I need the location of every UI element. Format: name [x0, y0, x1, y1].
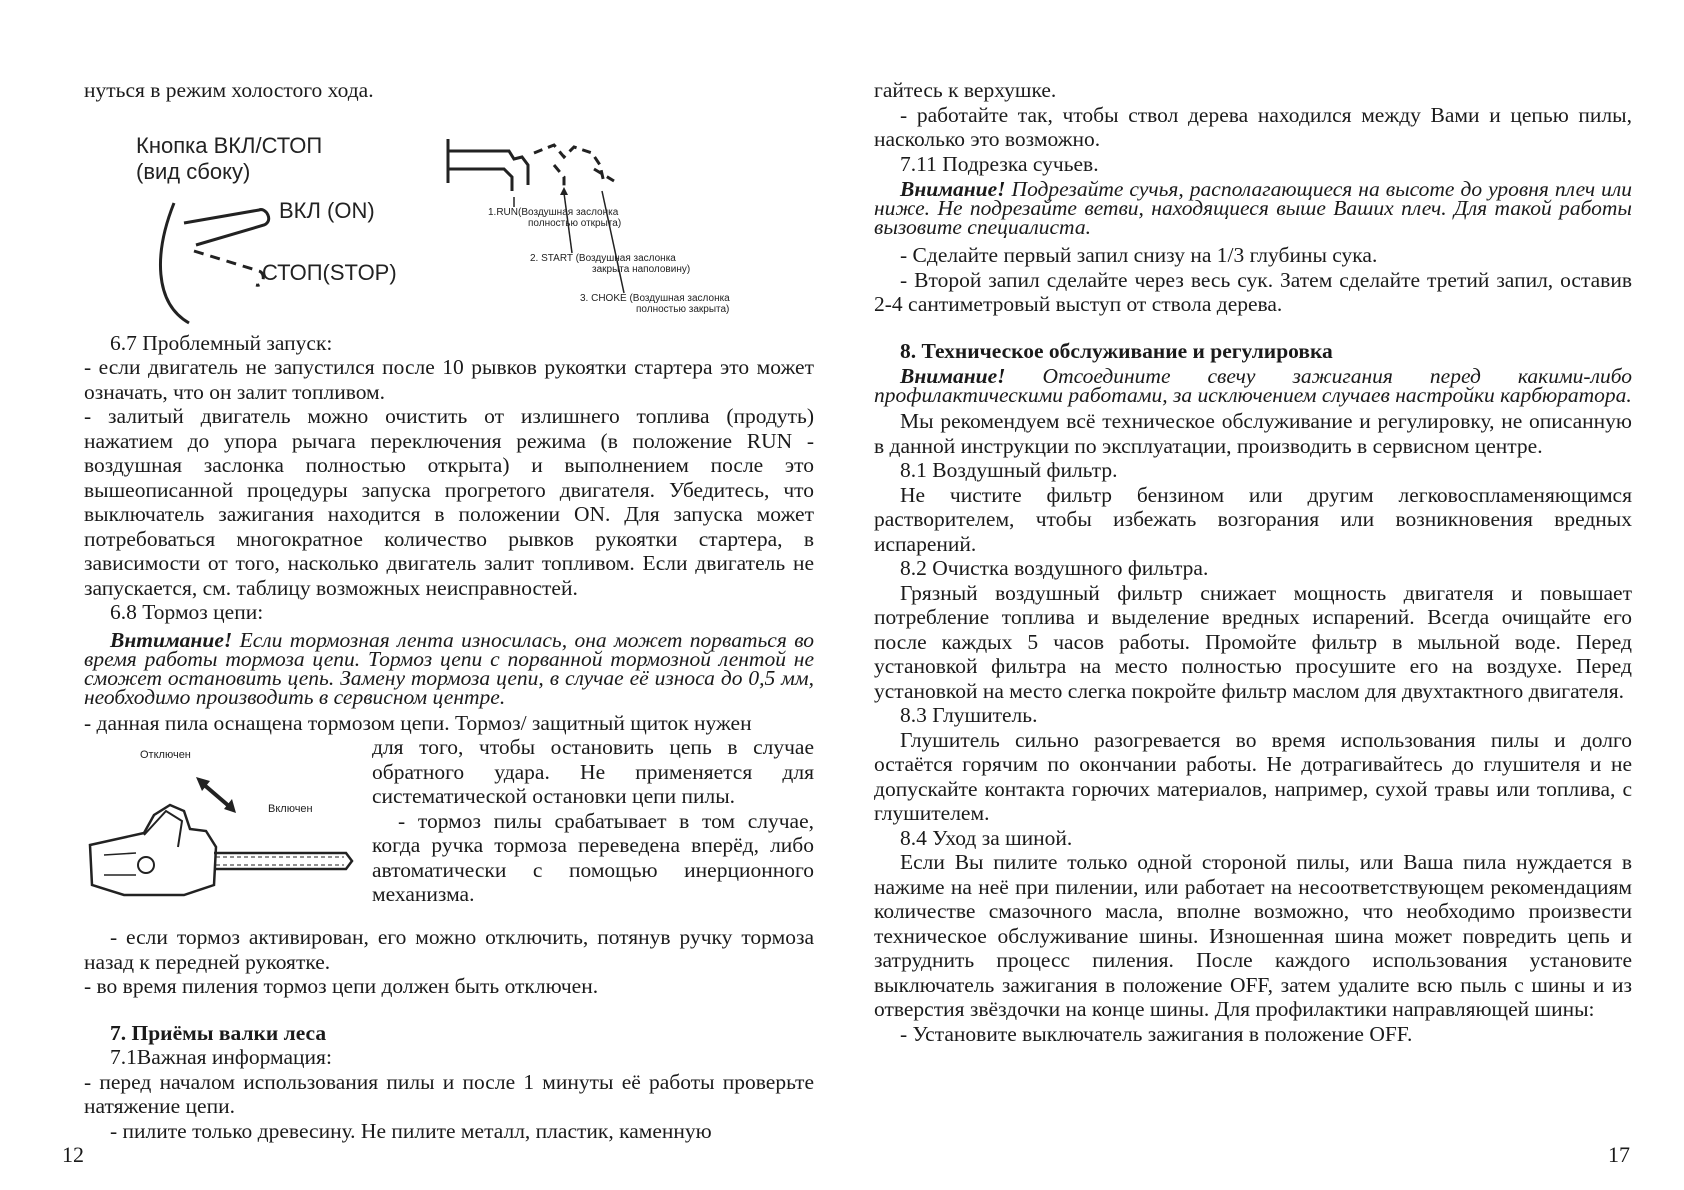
s7-heading: 7. Приёмы валки леса: [110, 1020, 327, 1045]
s71-title: 7.1Важная информация:: [110, 1045, 332, 1069]
switch-on-label: ВКЛ (ON): [279, 197, 375, 223]
s81-p1: Не чистите фильтр бензином или другим легковоспламеняющимся растворителем, чтобы избежать возгорания или возникновения вредных испарений.: [874, 482, 1632, 556]
s68-warning: Внтимание! Если тормозная лента износилась, она может порваться во время работы тормоза цепи. Тормоз цепи с порванной тормозной лентой не сможет остановить цепь. Замену тормоза цепи, в случае её износа до 0,5 мм, необходимо производить в сервисном центре.: [84, 627, 814, 709]
s71-p1: - перед началом использования пилы и после 1 минуты её работы проверьте натяжение цепи.: [84, 1069, 814, 1118]
cont-2: - работайте так, чтобы ствол дерева находился между Вами и цепью пилы, насколько это возможно.: [874, 102, 1632, 151]
left-page-number: 12: [62, 1142, 84, 1167]
switch-title: Кнопка ВКЛ/СТОП (вид сбоку): [136, 132, 323, 184]
choke-run-label: 1.RUN(Воздушная заслонка полностью открыта): [488, 206, 622, 229]
s84-p2: - Установите выключатель зажигания в положение OFF.: [900, 1021, 1413, 1046]
s83-title: 8.3 Глушитель.: [900, 703, 1038, 727]
s8-warning-label: Внимание!: [900, 364, 1006, 388]
cont-1: гайтесь к верхушке.: [874, 78, 1057, 102]
s68-p1-first: - данная пила оснащена тормозом цепи. Тормоз/ защитный щиток нужен: [84, 710, 752, 735]
chainsaw-diagram: [84, 735, 360, 925]
s82-title: 8.2 Очистка воздушного фильтра.: [900, 556, 1209, 580]
s67-p1: - если двигатель не запустился после 10 рывков рукоятки стартера это может означать, что он залит топливом.: [84, 355, 814, 404]
s711-warning: Внимание! Подрезайте сучья, располагающиеся на высоте до уровня плеч или ниже. Не подрезайте ветви, находящиеся выше Ваших плеч. Для такой работы вызовите специалиста.: [874, 177, 1632, 239]
right-page-number: 17: [1608, 1142, 1630, 1167]
s67-title: 6.7 Проблемный запуск:: [110, 330, 333, 355]
switch-stop-label: СТОП(STOP): [262, 259, 397, 285]
s71-p2: - пилите только древесину. Не пилите металл, пластик, каменную: [110, 1118, 712, 1143]
figure-brake: [84, 735, 360, 925]
s68-p2: - тормоз пилы срабатывает в том случае, когда ручка тормоза переведена вперёд, либо автоматически с помощью инерционного механизма.: [372, 808, 814, 906]
choke-choke-label: 3. CHOKE (Воздушная заслонка полностью закрыта): [580, 292, 730, 315]
s711-title: 7.11 Подрезка сучьев.: [900, 151, 1099, 176]
choke-start-label: 2. START (Воздушная заслонка закрыта наполовину): [530, 252, 691, 275]
brake-off-label: Отключен: [140, 749, 191, 761]
intro-text: нуться в режим холостого хода.: [84, 78, 374, 102]
s84-p1: Если Вы пилите только одной стороной пилы, или Ваша пила нуждается в нажиме на неё при пилении, или работает на несоответствующем рекомендациям количестве смазочного масла, вполне возможно, что необходимо произвести техническое обслуживание шины. Изношенная шина может повредить цепь и затруднить процесс пиления. После каждого использования установите выключатель зажигания в положение OFF, затем удалите всю пыль с шины и из отверстия звёздочки на конце шины. Для профилактики направляющей шины:: [874, 850, 1632, 1021]
s68-warning-label: Внтимание!: [110, 627, 233, 652]
s84-title: 8.4 Уход за шиной.: [900, 825, 1073, 850]
s68-p3: - если тормоз активирован, его можно отключить, потянув ручку тормоза назад к передней рукоятке.: [84, 925, 814, 974]
brake-on-label: Включен: [268, 803, 313, 815]
s8-warning: Внимание! Отсоедините свечу зажигания перед какими-либо профилактическими работами, за исключением случаев настройки карбюратора.: [874, 364, 1632, 407]
s8-p1: Мы рекомендуем всё техническое обслуживание и регулировку, не описанную в данной инструкции по эксплуатации, производить в сервисном центре.: [874, 409, 1632, 458]
s711-p1: - Сделайте первый запил снизу на 1/3 глубины сука.: [900, 243, 1378, 267]
s68-p1-rest: для того, чтобы остановить цепь в случае обратного удара. Не применяется для систематической остановки цепи пилы.: [372, 735, 814, 808]
s68-p4: - во время пиления тормоз цепи должен быть отключен.: [84, 974, 599, 998]
left-page: [84, 78, 814, 1143]
s81-title: 8.1 Воздушный фильтр.: [900, 458, 1118, 482]
s8-heading: 8. Техническое обслуживание и регулировка: [900, 338, 1333, 363]
figure-switch-and-choke: [84, 103, 814, 331]
s68-title: 6.8 Тормоз цепи:: [110, 600, 264, 624]
s82-p1: Грязный воздушный фильтр снижает мощность двигателя и повышает потребление топлива и выделение вредных испарений. Всегда очищайте его после каждых 5 часов работы. Промойте фильтр в мыльной воде. Перед установкой фильтра на место полностью просушите его на воздухе. Перед установкой на место слегка покройте фильтр маслом для двухтактного двигателя.: [874, 580, 1632, 703]
s711-warning-label: Внимание!: [900, 177, 1006, 201]
s83-p1: Глушитель сильно разогревается во время использования пилы и долго остаётся горячим по окончании работы. Не дотрагивайтесь до глушителя и не допускайте контакта горючих материалов, например, сухой травы или топлива, с глушителем.: [874, 727, 1632, 825]
right-page: [874, 78, 1632, 1046]
s67-p2: - залитый двигатель можно очистить от излишнего топлива (продуть) нажатием до упора рычага переключения режима (в положение RUN - воздушная заслонка полностью открыта) и выполнением после это вышеописанной процедуры запуска прогретого двигателя. Убедитесь, что выключатель зажигания находится в положении ON. Для запуска может потребоваться многократное количество рывков рукоятки стартера, в зависимости от того, насколько двигатель залит топливом. Если двигатель не запускается, см. таблицу возможных неисправностей.: [84, 404, 814, 600]
s711-p2: - Второй запил сделайте через весь сук. Затем сделайте третий запил, оставив 2-4 сантиметровый выступ от ствола дерева.: [874, 267, 1632, 316]
